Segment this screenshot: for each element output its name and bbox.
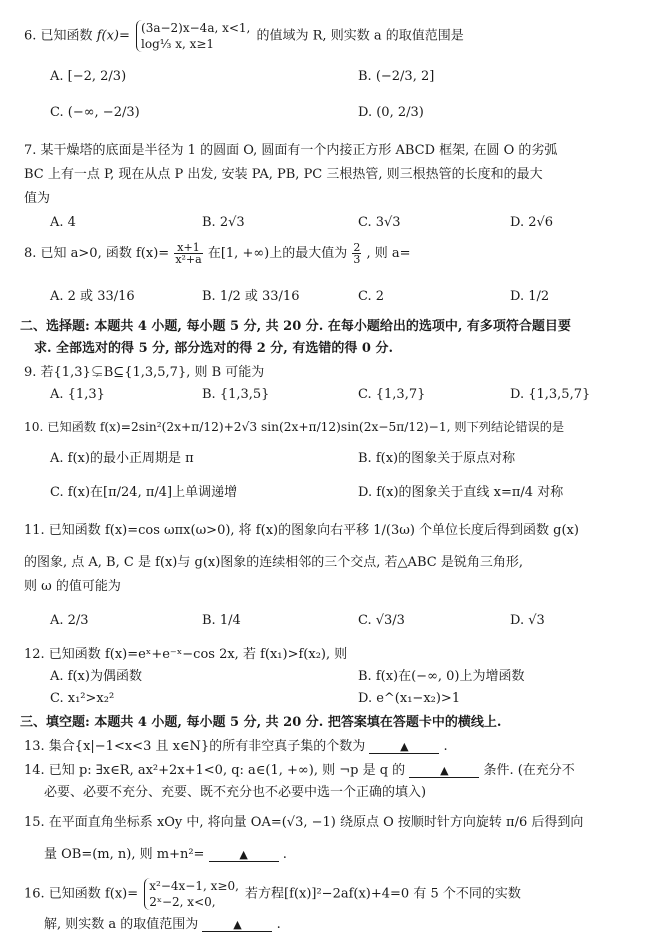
q14-line-1 xyxy=(24,762,575,780)
q9-option-b: B. {1,3,5} xyxy=(202,387,270,402)
q8-stem xyxy=(24,242,411,265)
q14-stem-tail: 条件. (在充分不 xyxy=(483,763,575,778)
q16-line-1 xyxy=(24,878,521,910)
q13-answer-blank[interactable]: ▲ xyxy=(369,740,439,754)
q7-option-b: B. 2√3 xyxy=(202,215,245,230)
q12-option-a: A. f(x)为偶函数 xyxy=(50,669,142,684)
section-2-heading-line-1: 二、选择题: 本题共 4 小题, 每小题 5 分, 共 20 分. 在每小题给出的选项中, 有多项符合题目要 xyxy=(20,319,571,334)
q8-stem-tail: , 则 a= xyxy=(366,246,411,261)
q9-option-d: D. {1,3,5,7} xyxy=(510,387,591,402)
q8-fraction-numerator: x+1 xyxy=(174,242,202,254)
q16-answer-blank[interactable]: ▲ xyxy=(202,918,272,932)
q14-stem-text: 14. 已知 p: ∃x∈R, ax²+2x+1<0, q: a∈(1, +∞), 则 ¬p 是 q 的 xyxy=(24,763,406,778)
q10-option-b: B. f(x)的图象关于原点对称 xyxy=(358,451,516,466)
q10-stem: 10. 已知函数 f(x)=2sin²(2x+π/12)+2√3 sin(2x+π/12)sin(2x−5π/12)−1, 则下列结论错误的是 xyxy=(24,420,565,434)
q8-max-numerator: 2 xyxy=(353,241,361,254)
q13-stem-tail: . xyxy=(443,739,448,754)
q7-line-3: 值为 xyxy=(24,191,51,206)
q15-stem-text: 量 OB=(m, n), 则 m+n²= xyxy=(44,847,205,862)
q8-option-c: C. 2 xyxy=(358,289,385,304)
q7-line-1: 7. 某干燥塔的底面是半径为 1 的圆面 O, 圆面有一个内接正方形 ABCD 框架, 在圆 O 的劣弧 xyxy=(24,143,558,158)
q6-stem-text: 6. 已知函数 xyxy=(24,28,93,44)
q16-line-2 xyxy=(44,916,281,934)
q11-line-3: 则 ω 的值可能为 xyxy=(24,579,121,594)
q16-stem-end: . xyxy=(276,917,281,932)
q11-option-d: D. √3 xyxy=(510,613,545,628)
section-3-heading: 三、填空题: 本题共 4 小题, 每小题 5 分, 共 20 分. 把答案填在答题卡中的横线上. xyxy=(20,715,502,730)
q8-stem-mid: 在[1, +∞)上的最大值为 xyxy=(207,246,348,261)
q14-answer-blank[interactable]: ▲ xyxy=(409,764,479,778)
q8-max-denominator: 3 xyxy=(353,253,361,266)
q8-fraction-denominator: x²+a xyxy=(175,253,202,266)
q8-stem-text: 8. 已知 a>0, 函数 f(x)= xyxy=(24,246,170,261)
section-2-heading-line-2: 求. 全部选对的得 5 分, 部分选对的得 2 分, 有选错的得 0 分. xyxy=(34,341,393,356)
q7-option-c: C. 3√3 xyxy=(358,215,401,230)
q8-max-fraction xyxy=(352,242,361,265)
q6-piece-1: (3a−2)x−4a, x<1, xyxy=(141,21,251,35)
q6-stem xyxy=(24,20,464,52)
q16-piecewise xyxy=(144,878,239,910)
q7-option-d: D. 2√6 xyxy=(510,215,554,230)
q10-option-c: C. f(x)在[π/24, π/4]上单调递增 xyxy=(50,485,238,500)
q6-option-d: D. (0, 2/3) xyxy=(358,105,424,120)
q11-line-1: 11. 已知函数 f(x)=cos ωπx(ω>0), 将 f(x)的图象向右平移 1/(3ω) 个单位长度后得到函数 g(x) xyxy=(24,523,579,538)
q15-stem-tail: . xyxy=(282,847,287,862)
q11-line-2: 的图象, 点 A, B, C 是 f(x)与 g(x)图象的连续相邻的三个交点, 若△ABC 是锐角三角形, xyxy=(24,555,523,570)
q6-piecewise xyxy=(136,20,250,52)
q10-option-d: D. f(x)的图象关于直线 x=π/4 对称 xyxy=(358,485,564,500)
q8-option-b: B. 1/2 或 33/16 xyxy=(202,289,300,304)
q16-stem-tail: 解, 则实数 a 的取值范围为 xyxy=(44,917,199,932)
q8-fraction xyxy=(174,242,202,265)
q11-option-a: A. 2/3 xyxy=(50,613,89,628)
q12-option-c: C. x₁²>x₂² xyxy=(50,691,115,706)
q8-option-d: D. 1/2 xyxy=(510,289,550,304)
q16-piece-1: x²−4x−1, x≥0, xyxy=(149,879,239,893)
q9-stem: 9. 若{1,3}⊊B⊆{1,3,5,7}, 则 B 可能为 xyxy=(24,365,265,380)
q16-piece-2: 2ˣ−2, x<0, xyxy=(149,895,216,909)
q10-option-a: A. f(x)的最小正周期是 π xyxy=(50,451,194,466)
q13-stem-text: 13. 集合{x|−1<x<3 且 x∈N}的所有非空真子集的个数为 xyxy=(24,739,366,754)
q15-line-2 xyxy=(44,846,287,864)
q16-stem-mid: 若方程[f(x)]²−2af(x)+4=0 有 5 个不同的实数 xyxy=(245,886,521,902)
q16-stem-text: 16. 已知函数 f(x)= xyxy=(24,886,139,902)
q12-stem: 12. 已知函数 f(x)=eˣ+e⁻ˣ−cos 2x, 若 f(x₁)>f(x₂), 则 xyxy=(24,647,348,662)
q8-option-a: A. 2 或 33/16 xyxy=(50,289,135,304)
q6-option-b: B. (−2/3, 2] xyxy=(358,69,435,84)
q9-option-c: C. {1,3,7} xyxy=(358,387,426,402)
q14-line-2: 必要、必要不充分、充要、既不充分也不必要中选一个正确的填入) xyxy=(44,785,427,800)
q12-option-d: D. e^(x₁−x₂)>1 xyxy=(358,691,461,706)
q7-line-2: BC 上有一点 P, 现在从点 P 出发, 安装 PA, PB, PC 三根热管, 则三根热管的长度和的最大 xyxy=(24,167,543,182)
q9-option-a: A. {1,3} xyxy=(50,387,105,402)
q11-option-b: B. 1/4 xyxy=(202,613,241,628)
q7-option-a: A. 4 xyxy=(50,215,76,230)
q6-option-a: A. [−2, 2/3) xyxy=(50,69,127,84)
q13-stem xyxy=(24,738,448,756)
q6-option-c: C. (−∞, −2/3) xyxy=(50,105,140,120)
q15-line-1: 15. 在平面直角坐标系 xOy 中, 将向量 OA=(√3, −1) 绕原点 O 按顺时针方向旋转 π/6 后得到向 xyxy=(24,815,584,830)
q11-option-c: C. √3/3 xyxy=(358,613,405,628)
q6-stem-tail: 的值域为 R, 则实数 a 的取值范围是 xyxy=(256,28,464,44)
q6-function: f(x)= xyxy=(96,28,130,44)
q12-option-b: B. f(x)在(−∞, 0)上为增函数 xyxy=(358,669,525,684)
q15-answer-blank[interactable]: ▲ xyxy=(209,848,279,862)
q6-piece-2: log⅓ x, x≥1 xyxy=(141,37,215,51)
